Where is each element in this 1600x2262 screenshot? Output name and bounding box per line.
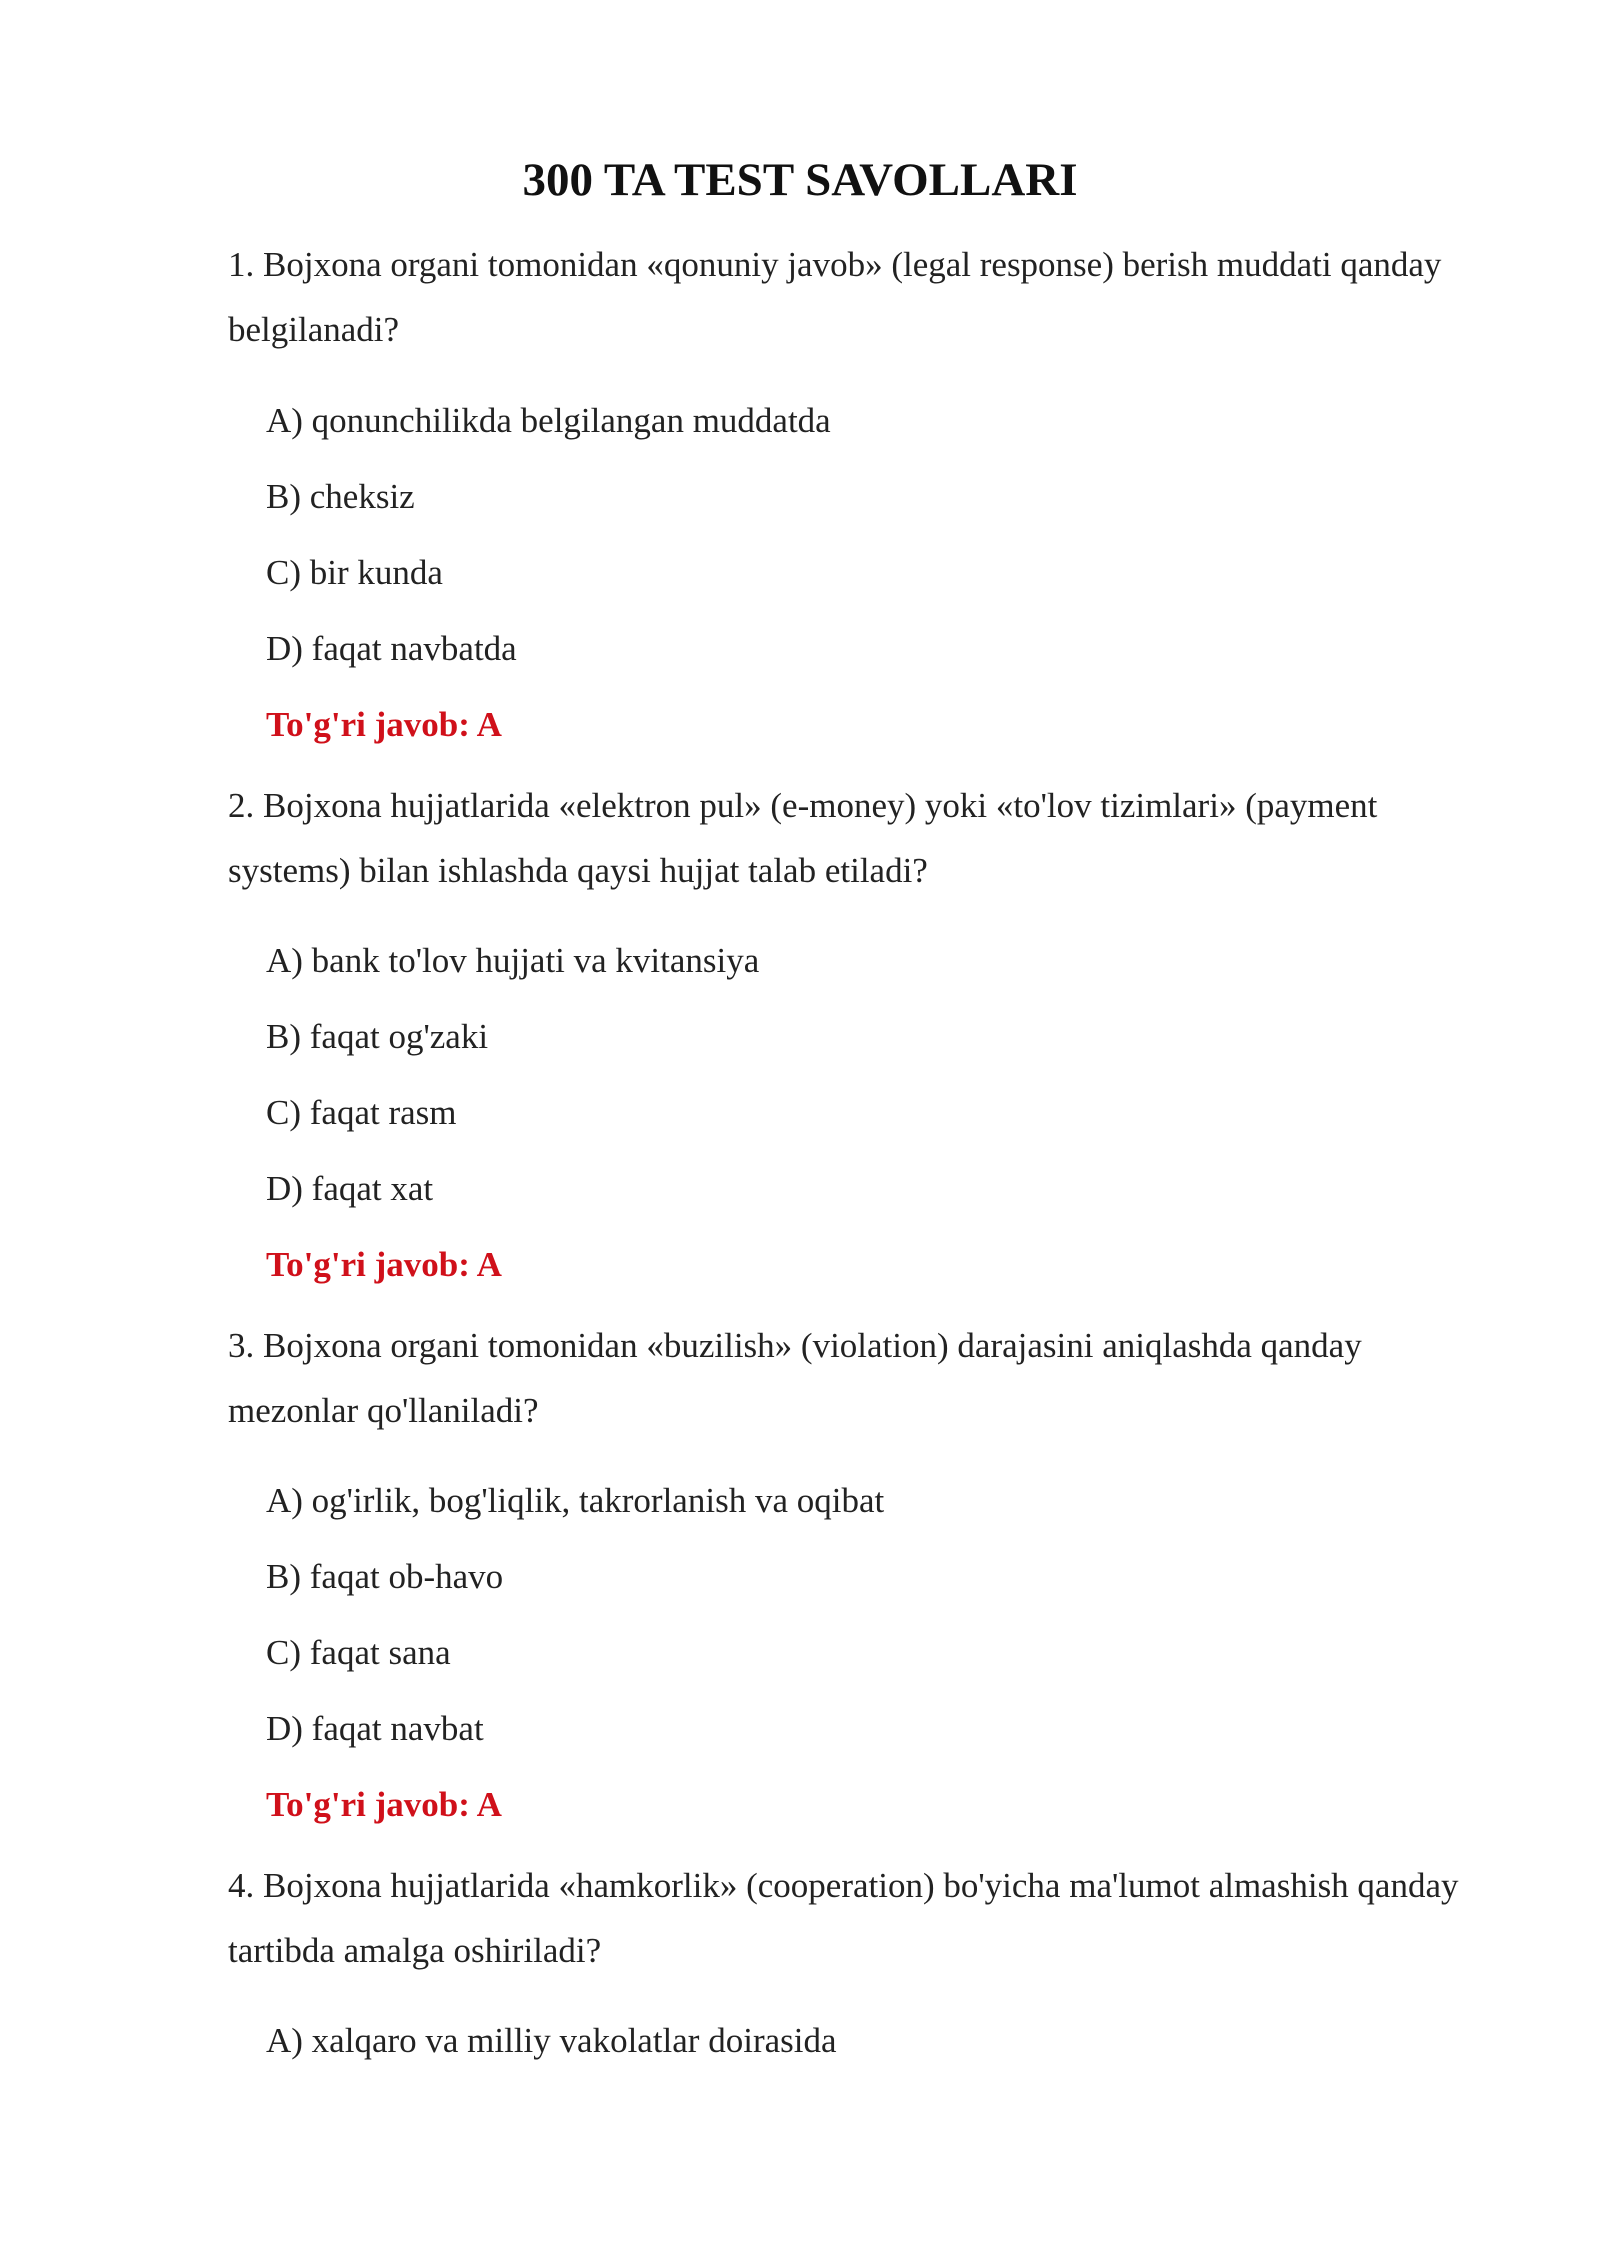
answer-option: C) bir kunda <box>266 553 443 592</box>
question-text: 4. Bojxona hujjatlarida «hamkorlik» (cooperation) bo'yicha ma'lumot almashish qanday tartibda amalga oshiriladi? <box>228 1866 1459 1970</box>
answer-option: B) faqat ob-havo <box>266 1557 504 1596</box>
answer-option: A) qonunchilikda belgilangan muddatda <box>266 401 831 440</box>
question-text: 1. Bojxona organi tomonidan «qonuniy javob» (legal response) berish muddati qanday belgilanadi? <box>228 245 1442 349</box>
answer-option: A) bank to'lov hujjati va kvitansiya <box>266 941 760 980</box>
answer-option: D) faqat xat <box>266 1169 434 1208</box>
answer-option: B) cheksiz <box>266 477 415 516</box>
answer-option: C) faqat rasm <box>266 1093 457 1132</box>
question-text: 2. Bojxona hujjatlarida «elektron pul» (e-money) yoki «to'lov tizimlari» (payment systems) bilan ishlashda qaysi hujjat talab etiladi? <box>228 786 1378 890</box>
answer-option: D) faqat navbat <box>266 1709 484 1748</box>
answer-option: B) faqat og'zaki <box>266 1017 489 1056</box>
correct-answer: To'g'ri javob: A <box>266 1785 502 1824</box>
answer-option: C) faqat sana <box>266 1633 451 1672</box>
answer-option: D) faqat navbatda <box>266 629 517 668</box>
answer-option: A) xalqaro va milliy vakolatlar doirasida <box>266 2021 837 2060</box>
correct-answer: To'g'ri javob: A <box>266 1245 502 1284</box>
question-text: 3. Bojxona organi tomonidan «buzilish» (violation) darajasini aniqlashda qanday mezonlar qo'llaniladi? <box>228 1326 1362 1430</box>
page-title: 300 TA TEST SAVOLLARI <box>522 154 1078 206</box>
correct-answer: To'g'ri javob: A <box>266 705 502 744</box>
answer-option: A) og'irlik, bog'liqlik, takrorlanish va oqibat <box>266 1481 885 1520</box>
